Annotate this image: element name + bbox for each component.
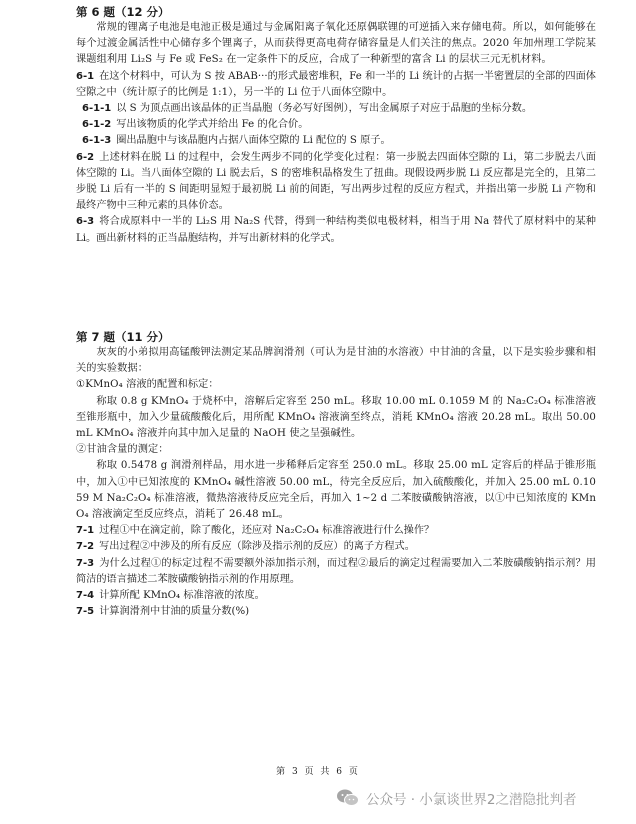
question-7 — [76, 329, 596, 620]
sub-question — [76, 133, 596, 149]
sub-question — [76, 69, 596, 101]
sub-question-number: 6-3 — [76, 216, 95, 228]
question-7-items — [76, 523, 596, 620]
paragraph: 灰灰的小弟拟用高锰酸钾法测定某品牌润滑剂（可认为是甘油的水溶液）中甘油的含量，以下是实验步骤和相关的实验数据： — [76, 347, 596, 375]
sub-question-text: 圈出晶胞中与该晶胞内占据八面体空隙的 Li 配位的 S 原子。 — [116, 135, 391, 147]
sub-question-number: 7-1 — [76, 525, 95, 537]
sub-question-text: 在这个材料中，可认为 S 按 ABAB···的形式最密堆积，Fe 和一半的 Li 统计的占据一半密置层的全部的四面体空隙之中（统计原子的比例是 1:1），另一半的 Li 位于八面体空隙中。 — [76, 70, 596, 98]
question-6 — [76, 4, 596, 247]
watermark-text: 公众号 · 小氯谈世界2之潜隐批判者 — [366, 792, 577, 808]
sub-question — [76, 150, 596, 215]
sub-question-text: 以 S 为顶点画出该晶体的正当晶胞（务必写好图例），写出金属原子对应于晶胞的坐标分数。 — [116, 103, 533, 115]
sub-question-number: 6-2 — [76, 151, 95, 163]
sub-question-number: 7-2 — [76, 541, 95, 553]
paragraph: 称取 0.5478 g 润滑剂样品，用水进一步稀释后定容至 250.0 mL。移取 25.00 mL 定容后的样品于锥形瓶中，加入①中已知浓度的 KMnO₄ 碱性溶液 50.00 mL，待完全反应后，加入硫酸酸化，并加入 25.00 mL 0.1059 M Na₂C₂O₄ 标准溶液，微热溶液待反应完全后，再加入 1~2 d 二苯胺磺酸钠溶液，以①中已知浓度的 KMnO₄ 溶液滴定至反应终点，消耗了 26.48 mL。 — [76, 460, 596, 521]
sub-question — [76, 214, 596, 246]
question-7-intro — [76, 345, 596, 523]
question-6-intro: 常规的锂离子电池是电池正极是通过与金属阳离子氧化还原偶联锂的可逆插入来存储电荷。所以，如何能够在每个过渡金属活性中心储存多个锂离子，从而获得更高电荷存储容量是人们关注的焦点。2020 年加州理工学院某课题组利用 Li₂S 与 Fe 或 FeS₂ 在一定条件下的反应，合成了一种新型的富含 Li 的层状三元无机材料。 — [76, 22, 596, 66]
sub-question-number: 7-5 — [76, 606, 95, 618]
sub-question-text: 写出该物质的化学式并给出 Fe 的化合价。 — [116, 119, 309, 131]
sub-question — [76, 539, 596, 555]
paragraph: ②甘油含量的测定： — [76, 444, 169, 456]
wechat-icon — [336, 788, 360, 808]
sub-question-number: 6-1 — [76, 70, 95, 82]
question-6-title: 第 6 题（12 分） — [76, 5, 170, 19]
paragraph: 称取 0.8 g KMnO₄ 于烧杯中，溶解后定容至 250 mL。移取 10.00 mL 0.1059 M 的 Na₂C₂O₄ 标准溶液至锥形瓶中，加入少量硫酸酸化后，用所配 KMnO₄ 溶液滴至终点，消耗 KMnO₄ 溶液 20.28 mL。取出 50.00 mL KMnO₄ 溶液并向其中加入足量的 NaOH 使之呈强碱性。 — [76, 395, 596, 440]
sub-question-number: 6-1-3 — [82, 135, 112, 147]
sub-question-number: 7-4 — [76, 590, 95, 602]
sub-question — [76, 588, 596, 604]
watermark — [336, 786, 576, 810]
sub-question-text: 计算所配 KMnO₄ 标准溶液的浓度。 — [99, 590, 265, 602]
sub-question-number: 7-3 — [76, 557, 95, 569]
sub-question — [76, 117, 596, 133]
sub-question-text: 过程①中在滴定前，除了酸化，还应对 Na₂C₂O₄ 标准溶液进行什么操作？ — [99, 525, 435, 537]
sub-question — [76, 101, 596, 117]
sub-question — [76, 604, 596, 620]
sub-question-text: 将合成原料中一半的 Li₂S 用 Na₂S 代替，得到一种结构类似电极材料，相当于用 Na 替代了原材料中的某种 Li。画出新材料的正当晶胞结构，并写出新材料的化学式。 — [76, 216, 596, 244]
sub-question-text: 上述材料在脱 Li 的过程中，会发生两步不同的化学变化过程：第一步脱去四面体空隙的 Li，第二步脱去八面体空隙的 Li。当八面体空隙的 Li 脱去后，S 的密堆积晶格发生了扭曲。现假设两步脱 Li 反应都是完全的，且第二步脱 Li 后有一半的 S 间距明显短于最初脱 Li 前的间距，写出两步过程的反应方程式，并指出第一步脱 Li 产物和最终产物中三种元素的具体价态。 — [76, 151, 596, 212]
sub-question-number: 6-1-2 — [82, 119, 112, 131]
sub-question — [76, 523, 596, 539]
sub-question-text: 写出过程②中涉及的所有反应（除涉及指示剂的反应）的离子方程式。 — [99, 541, 415, 553]
question-7-title: 第 7 题（11 分） — [76, 330, 170, 344]
sub-question-text: 计算润滑剂中甘油的质量分数(%) — [99, 606, 250, 618]
sub-question — [76, 556, 596, 588]
sub-question-text: 为什么过程①的标定过程不需要额外添加指示剂，而过程②最后的滴定过程需要加入二苯胺磺酸钠指示剂？用简洁的语言描述二苯胺磺酸钠指示剂的作用原理。 — [76, 557, 596, 585]
paragraph: ①KMnO₄ 溶液的配置和标定： — [76, 379, 219, 391]
sub-question-number: 6-1-1 — [82, 103, 112, 115]
question-6-items — [76, 69, 596, 247]
page-number: 第 3 页 共 6 页 — [276, 767, 360, 777]
